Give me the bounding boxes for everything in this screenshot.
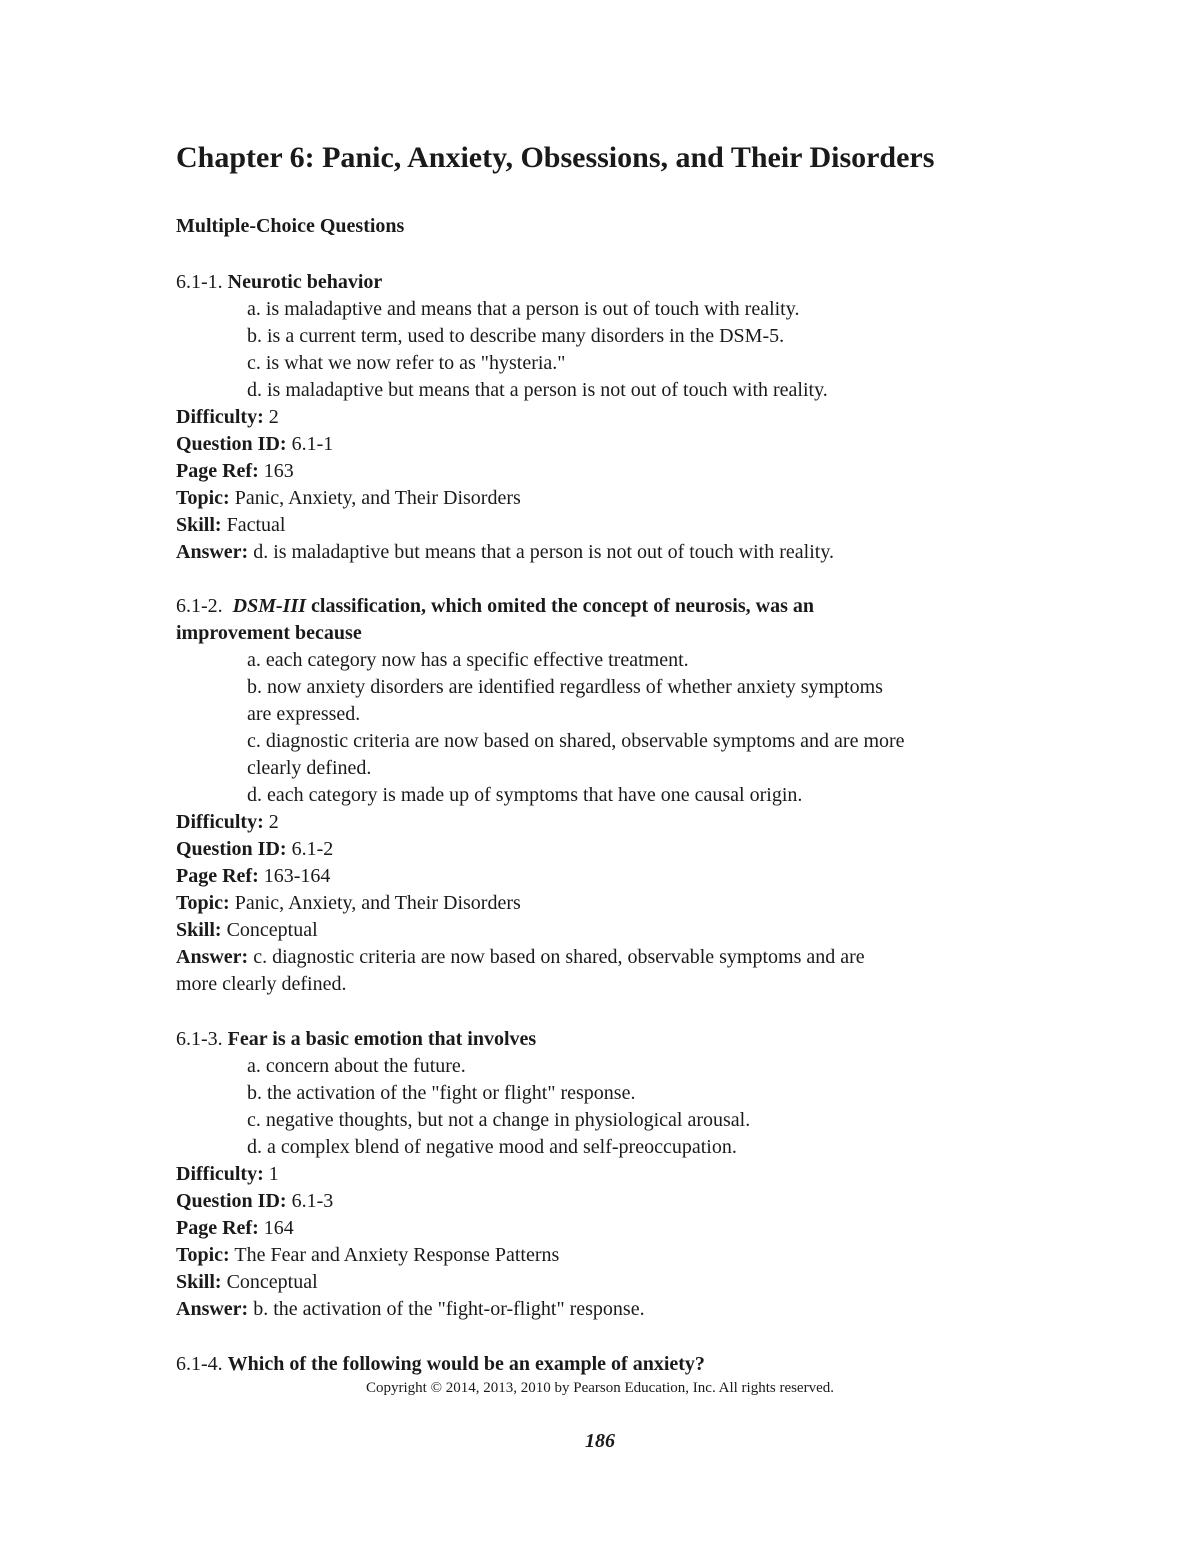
page-number: 186: [585, 1430, 615, 1452]
question-id-line: [176, 836, 333, 863]
option-a: a. concern about the future.: [247, 1055, 466, 1077]
difficulty-label: Difficulty:: [176, 406, 264, 428]
question-number: 6.1-4.: [176, 1353, 223, 1375]
question-stem: [176, 269, 382, 296]
difficulty-label: Difficulty:: [176, 811, 264, 833]
option-c-continued: clearly defined.: [247, 757, 372, 779]
option-b: b. the activation of the "fight or flight" response.: [247, 1082, 636, 1104]
topic-line: [176, 890, 521, 917]
option-c: c. is what we now refer to as "hysteria.": [247, 352, 566, 374]
topic-value: Panic, Anxiety, and Their Disorders: [234, 487, 521, 509]
page-ref-line: [176, 458, 294, 485]
difficulty-value: 2: [268, 406, 279, 428]
difficulty-line: [176, 1161, 279, 1188]
question-id-label: Question ID:: [176, 838, 287, 860]
page-ref-line: [176, 863, 330, 890]
topic-label: Topic:: [176, 487, 230, 509]
question-number: 6.1-1.: [176, 271, 223, 293]
question-id-line: [176, 431, 333, 458]
page-ref-value: 164: [263, 1217, 294, 1239]
question-stem: [176, 593, 814, 620]
question-id-value: 6.1-3: [291, 1190, 334, 1212]
skill-label: Skill:: [176, 514, 222, 536]
topic-value: Panic, Anxiety, and Their Disorders: [234, 892, 521, 914]
question-text-italic: DSM-III: [232, 595, 307, 617]
answer-label: Answer:: [176, 1298, 249, 1320]
question-text: Neurotic behavior: [227, 271, 383, 293]
topic-line: [176, 1242, 559, 1269]
topic-label: Topic:: [176, 1244, 230, 1266]
skill-label: Skill:: [176, 1271, 222, 1293]
page-ref-label: Page Ref:: [176, 865, 259, 887]
answer-line: [176, 1296, 645, 1323]
question-id-label: Question ID:: [176, 1190, 287, 1212]
option-d: d. each category is made up of symptoms that have one causal origin.: [247, 784, 803, 806]
difficulty-label: Difficulty:: [176, 1163, 264, 1185]
skill-value: Conceptual: [226, 919, 318, 941]
page-ref-line: [176, 1215, 294, 1242]
page-ref-value: 163-164: [263, 865, 331, 887]
question-text: Which of the following would be an example of anxiety?: [227, 1353, 705, 1375]
difficulty-value: 2: [268, 811, 279, 833]
page-ref-value: 163: [263, 460, 294, 482]
question-number: 6.1-3.: [176, 1028, 223, 1050]
answer-continued: more clearly defined.: [176, 973, 347, 995]
answer-label: Answer:: [176, 946, 249, 968]
question-id-value: 6.1-1: [291, 433, 334, 455]
topic-label: Topic:: [176, 892, 230, 914]
answer-line: [176, 944, 865, 971]
skill-line: [176, 1269, 318, 1296]
difficulty-line: [176, 404, 279, 431]
answer-value: b. the activation of the "fight-or-flight" response.: [253, 1298, 645, 1320]
option-c: c. negative thoughts, but not a change in physiological arousal.: [247, 1109, 751, 1131]
question-stem: [176, 1026, 536, 1053]
difficulty-line: [176, 809, 279, 836]
answer-value: d. is maladaptive but means that a person is not out of touch with reality.: [253, 541, 835, 563]
question-number: 6.1-2.: [176, 595, 223, 617]
page-ref-label: Page Ref:: [176, 460, 259, 482]
option-a: a. each category now has a specific effective treatment.: [247, 649, 689, 671]
skill-line: [176, 917, 318, 944]
question-id-line: [176, 1188, 333, 1215]
topic-line: [176, 485, 521, 512]
answer-value: c. diagnostic criteria are now based on shared, observable symptoms and are: [253, 946, 865, 968]
question-text-continued: improvement because: [176, 622, 362, 644]
option-d: d. a complex blend of negative mood and self-preoccupation.: [247, 1136, 737, 1158]
question-text: classification, which omited the concept of neurosis, was an: [311, 595, 814, 617]
topic-value: The Fear and Anxiety Response Patterns: [234, 1244, 560, 1266]
question-text: Fear is a basic emotion that involves: [227, 1028, 537, 1050]
option-a: a. is maladaptive and means that a person is out of touch with reality.: [247, 298, 800, 320]
option-b: b. is a current term, used to describe many disorders in the DSM-5.: [247, 325, 785, 347]
option-c: c. diagnostic criteria are now based on shared, observable symptoms and are more: [247, 730, 905, 752]
answer-line: [176, 539, 834, 566]
skill-line: [176, 512, 285, 539]
section-heading: Multiple-Choice Questions: [176, 215, 405, 237]
question-id-value: 6.1-2: [291, 838, 334, 860]
skill-label: Skill:: [176, 919, 222, 941]
difficulty-value: 1: [268, 1163, 279, 1185]
copyright-notice: Copyright © 2014, 2013, 2010 by Pearson Education, Inc. All rights reserved.: [366, 1380, 834, 1396]
option-d: d. is maladaptive but means that a person is not out of touch with reality.: [247, 379, 828, 401]
option-b-continued: are expressed.: [247, 703, 361, 725]
option-b: b. now anxiety disorders are identified regardless of whether anxiety symptoms: [247, 676, 883, 698]
skill-value: Factual: [226, 514, 286, 536]
answer-label: Answer:: [176, 541, 249, 563]
page-ref-label: Page Ref:: [176, 1217, 259, 1239]
question-stem: [176, 1351, 705, 1378]
chapter-title: Chapter 6: Panic, Anxiety, Obsessions, and Their Disorders: [176, 141, 935, 174]
question-id-label: Question ID:: [176, 433, 287, 455]
skill-value: Conceptual: [226, 1271, 318, 1293]
